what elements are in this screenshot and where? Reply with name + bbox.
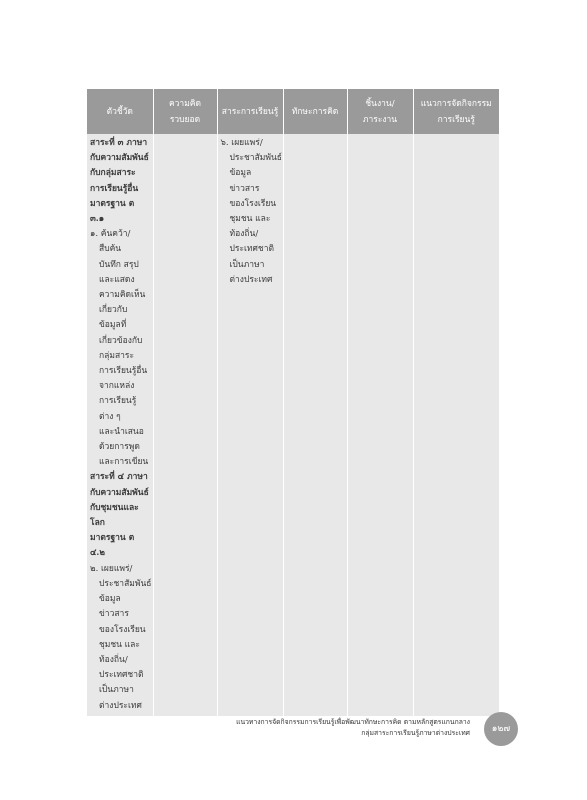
- header-label: สาระการเรียนรู้: [221, 106, 279, 117]
- thinking-skills-cell: [283, 134, 347, 716]
- header-concept: [153, 89, 217, 134]
- header-label: ชิ้นงาน/ ภาระงาน: [362, 98, 398, 125]
- indicator-heading: สาระที่ ๔ ภาษา กับความสัมพันธ์ กับชุมชนและโลก: [90, 472, 149, 529]
- concept-cell: [153, 134, 217, 716]
- tasks-cell: [347, 134, 413, 716]
- indicator-item: ๒. เผยแพร่/ ประชาสัมพันธ์ ข้อมูลข่าวสาร ของโรงเรียน ชุมชน และ ท้องถิ่น/ ประเทศชาติ เป็นภาษา ต่างประเทศ: [90, 563, 152, 711]
- table-row: [87, 134, 499, 716]
- indicator-cell: [87, 134, 153, 716]
- footer-text: [170, 717, 470, 739]
- indicator-heading: มาตรฐาน ต ๓.๑: [90, 198, 135, 225]
- header-thinking-skills: [283, 89, 347, 134]
- activities-cell: [413, 134, 499, 716]
- indicator-heading: มาตรฐาน ต ๔.๒: [90, 533, 135, 559]
- header-label: แนวการจัดกิจกรรม การเรียนรู้: [420, 98, 492, 125]
- footer-line-1: แนวทางการจัดกิจกรรมการเรียนรู้เพื่อพัฒนาทักษะการคิด ตามหลักสูตรแกนกลาง: [236, 718, 470, 726]
- page-number: ๑๒๗: [484, 712, 518, 746]
- header-label: ความคิด รวบยอด: [168, 98, 202, 125]
- header-indicator: [87, 89, 153, 134]
- header-tasks: [347, 89, 413, 134]
- header-content: [217, 89, 283, 134]
- indicator-item: ๑. ค้นคว้า/สืบค้น บันทึก สรุป และแสดง ความคิดเห็น เกี่ยวกับ ข้อมูลที่ เกี่ยวข้องกับ กลุ่มสาระ การเรียนรู้อื่น จากแหล่ง การเรียนรู้ต่าง ๆ และนำเสนอ ด้วยการพูด และการเขียน: [90, 229, 149, 468]
- header-activities: [413, 89, 499, 134]
- table-header-row: [87, 89, 499, 134]
- indicator-heading: สาระที่ ๓ ภาษา กับความสัมพันธ์ กับกลุ่มสาระ การเรียนรู้อื่น: [90, 138, 149, 194]
- header-label: ตัวชี้วัด: [106, 106, 133, 117]
- content-cell: ๖. เผยแพร่/ ประชาสัมพันธ์ ข้อมูลข่าวสาร ของโรงเรียน ชุมชน และ ท้องถิ่น/ ประเทศชาติ เป็นภาษา ต่างประเทศ: [217, 134, 283, 716]
- header-label: ทักษะการคิด: [291, 106, 339, 117]
- curriculum-table: [87, 89, 499, 716]
- footer-line-2: กลุ่มสาระการเรียนรู้ภาษาต่างประเทศ: [361, 729, 470, 737]
